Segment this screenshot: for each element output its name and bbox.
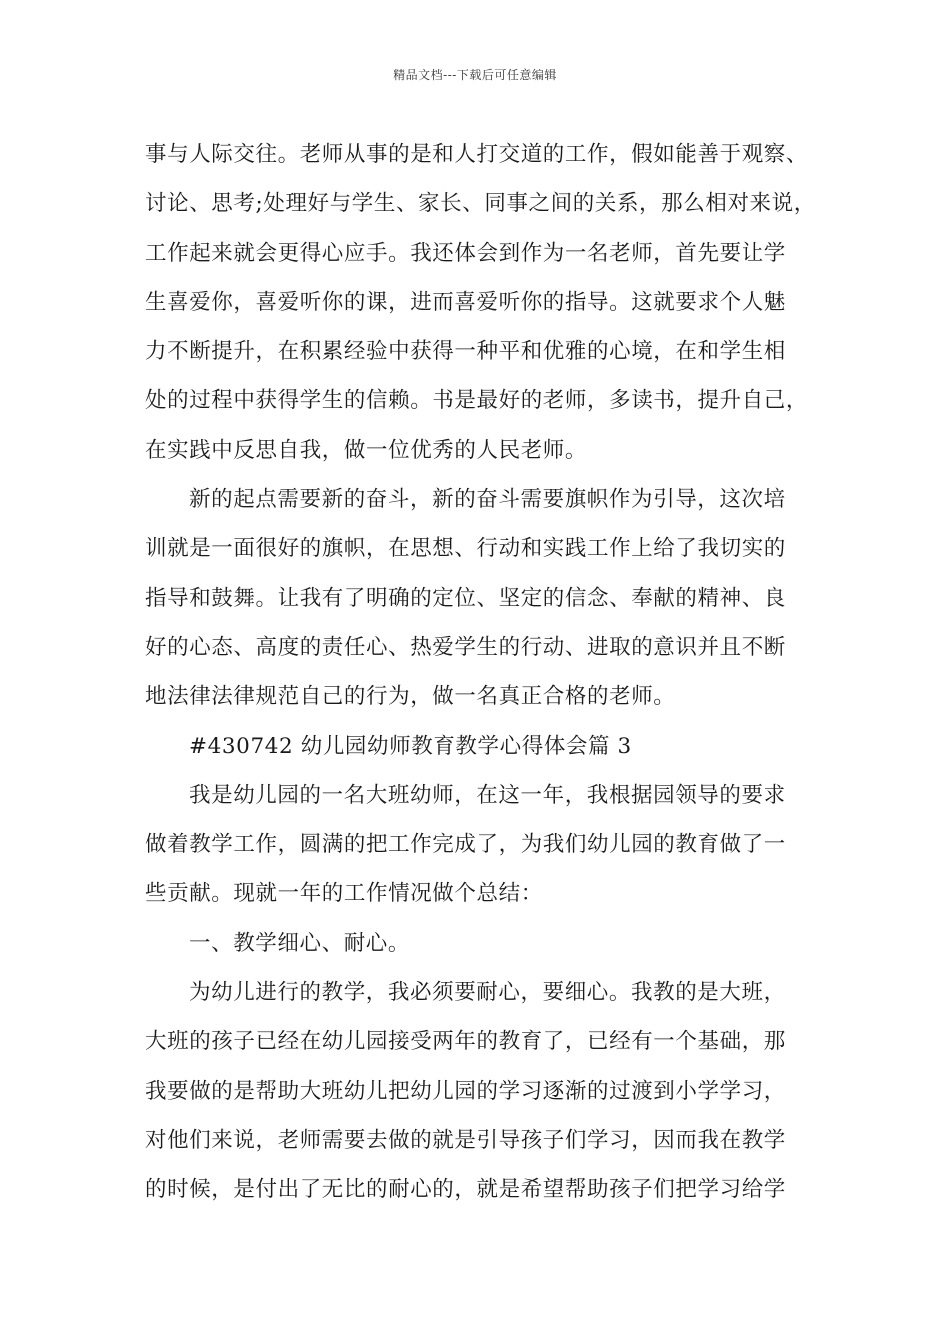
page-header: 精品文档---下载后可任意编辑 bbox=[393, 68, 557, 82]
text-line: 好的心态、高度的责任心、热爱学生的行动、进取的意识并且不断 bbox=[145, 634, 786, 660]
section-heading: #430742 幼儿园幼师教育教学心得体会篇 3 bbox=[189, 733, 632, 759]
text-line: 大班的孩子已经在幼儿园接受两年的教育了，已经有一个基础，那 bbox=[145, 1029, 786, 1055]
text-line: 讨论、思考;处理好与学生、家长、同事之间的关系，那么相对来说， bbox=[145, 191, 816, 217]
text-line: 生喜爱你，喜爱听你的课，进而喜爱听你的指导。这就要求个人魅 bbox=[145, 289, 786, 315]
text-line: 做着教学工作，圆满的把工作完成了，为我们幼儿园的教育做了一 bbox=[145, 832, 786, 858]
text-line: 工作起来就会更得心应手。我还体会到作为一名老师，首先要让学 bbox=[145, 240, 786, 266]
text-line: 的时候，是付出了无比的耐心的，就是希望帮助孩子们把学习给学 bbox=[145, 1177, 786, 1203]
text-line: 为幼儿进行的教学，我必须要耐心，要细心。我教的是大班， bbox=[189, 980, 786, 1006]
text-line: 在实践中反思自我，做一位优秀的人民老师。 bbox=[145, 437, 588, 463]
text-line: 对他们来说，老师需要去做的就是引导孩子们学习，因而我在教学 bbox=[145, 1127, 786, 1153]
text-line: 些贡献。现就一年的工作情况做个总结： bbox=[145, 881, 543, 907]
text-line: 地法律法律规范自己的行为，做一名真正合格的老师。 bbox=[145, 684, 676, 710]
text-line: 处的过程中获得学生的信赖。书是最好的老师，多读书，提升自己， bbox=[145, 388, 809, 414]
text-line: 力不断提升，在积累经验中获得一种平和优雅的心境，在和学生相 bbox=[145, 339, 786, 365]
text-line: 新的起点需要新的奋斗，新的奋斗需要旗帜作为引导，这次培 bbox=[189, 487, 786, 513]
text-line: 训就是一面很好的旗帜，在思想、行动和实践工作上给了我切实的 bbox=[145, 536, 786, 562]
text-line: 指导和鼓舞。让我有了明确的定位、坚定的信念、奉献的精神、良 bbox=[145, 585, 786, 611]
text-line: 我是幼儿园的一名大班幼师，在这一年，我根据园领导的要求 bbox=[189, 782, 786, 808]
subsection-heading: 一、教学细心、耐心。 bbox=[189, 930, 411, 956]
document-body bbox=[145, 130, 815, 1215]
text-line: 我要做的是帮助大班幼儿把幼儿园的学习逐渐的过渡到小学学习， bbox=[145, 1078, 786, 1104]
text-line: 事与人际交往。老师从事的是和人打交道的工作，假如能善于观察、 bbox=[145, 142, 809, 167]
